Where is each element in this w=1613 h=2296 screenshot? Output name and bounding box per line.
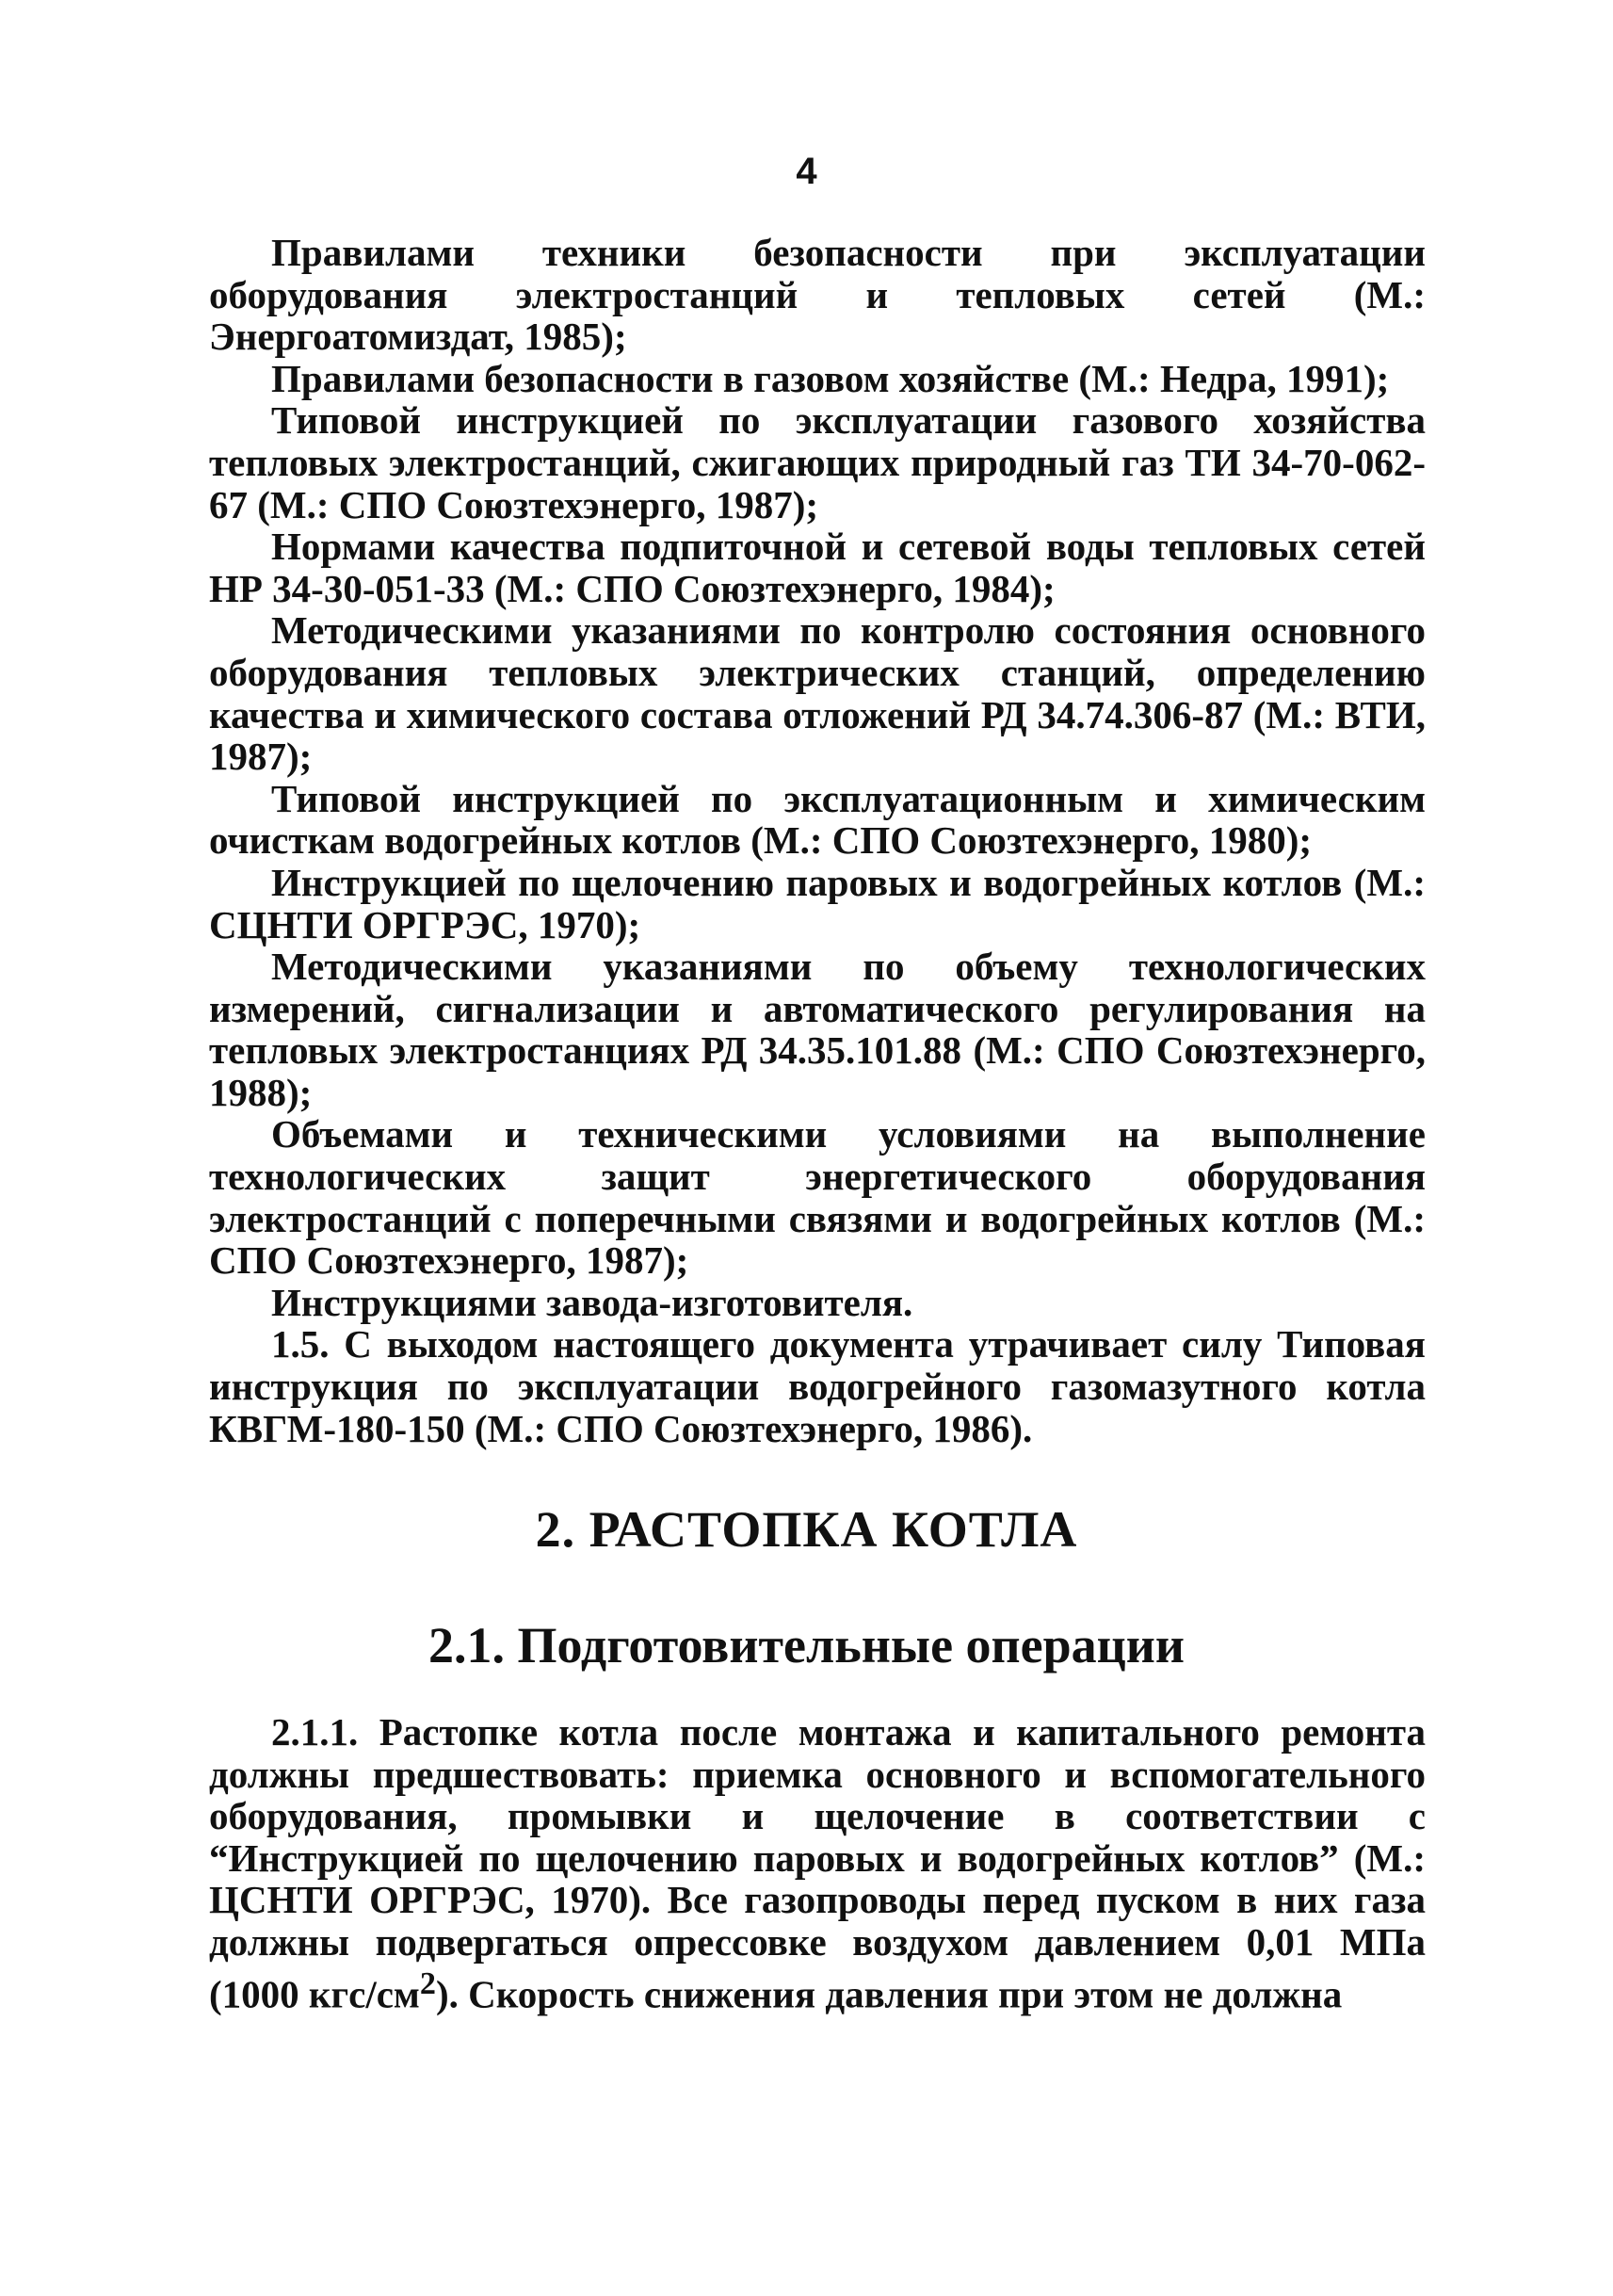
clause-2-1-1-text (209, 1711, 1426, 2015)
section-title: 2. РАСТОПКА КОТЛА (535, 1501, 1078, 1558)
reference-item: Типовой инструкцией по эксплуатации газового хозяйства тепловых электростанций, сжигающих природный газ ТИ 34-70-062-67 (М.: СПО Союзтехэнерго, 1987); (209, 398, 1426, 526)
clause-text-part-1: 2.1.1. Растопке котла после монтажа и капитального ремонта должны предшествовать: приемка основного и вспомогательного оборудования, промывки и щелочение в соответствии с “Инструкцией по щелочению паровых и водогрейных котлов” (М.: ЦСНТИ ОРГРЭС, 1970). Все газопроводы перед пуском в них газа должны подвергаться опрессовке воздухом давлением 0,01 МПа (1000 кгс/см (209, 1710, 1426, 2016)
reference-item: Нормами качества подпиточной и сетевой воды тепловых сетей НР 34-30-051-33 (М.: СПО Союзтехэнерго, 1984); (209, 525, 1426, 610)
reference-item: Правилами безопасности в газовом хозяйстве (М.: Недра, 1991); (271, 356, 1390, 400)
clause-2-1-1 (209, 1711, 1426, 2015)
reference-item: Инструкциями завода-изготовителя. (271, 1280, 913, 1324)
reference-item: Инструкцией по щелочению паровых и водогрейных котлов (М.: СЦНТИ ОРГРЭС, 1970); (209, 860, 1426, 946)
superscript: 2 (419, 1965, 436, 2001)
reference-item: Объемами и техническими условиями на выполнение технологических защит энергетического оборудования электростанций с поперечными связями и водогрейных котлов (М.: СПО Союзтехэнерго, 1987); (209, 1112, 1426, 1283)
reference-item: Типовой инструкцией по эксплуатационным и химическим очисткам водогрейных котлов (М.: СПО Союзтехэнерго, 1980); (209, 776, 1426, 863)
reference-item: Правилами техники безопасности при эксплуатации оборудования электростанций и тепловых сетей (М.: Энергоатомиздат, 1985); (209, 231, 1426, 359)
clause-1-5: 1.5. С выходом настоящего документа утрачивает силу Типовая инструкция по эксплуатации водогрейного газомазутного котла КВГМ-180-150 (М.: СПО Союзтехэнерго, 1986). (209, 1322, 1426, 1450)
page-number: 4 (796, 151, 817, 192)
references-list (209, 232, 1426, 1449)
subsection-title: 2.1. Подготовительные операции (427, 1617, 1185, 1673)
reference-item: Методическими указаниями по объему технологических измерений, сигнализации и автоматического регулирования на тепловых электростанциях РД 34.35.101.88 (М.: СПО Союзтехэнерго, 1988); (209, 945, 1426, 1114)
reference-item: Методическими указаниями по контролю состояния основного оборудования тепловых электрических станций, определению качества и химического состава отложений РД 34.74.306-87 (М.: ВТИ, 1987); (209, 608, 1426, 779)
clause-text-part-2: ). Скорость снижения давления при этом не должна (435, 1972, 1343, 2016)
